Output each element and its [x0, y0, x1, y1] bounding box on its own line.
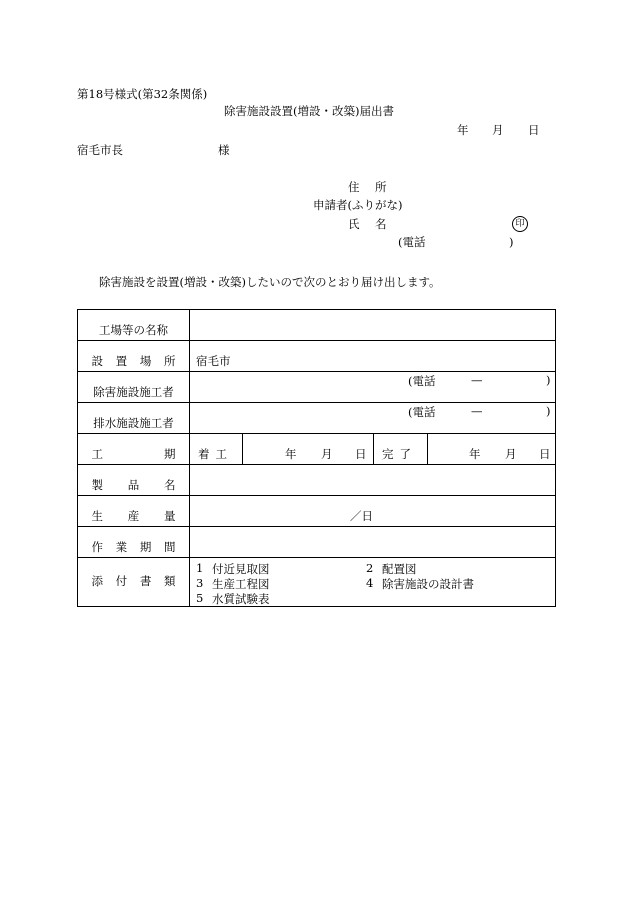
date-month: 月 — [492, 123, 504, 137]
row-attachments — [78, 558, 556, 607]
row-product — [78, 465, 556, 496]
form-number: 第18号様式(第32条関係) — [77, 87, 208, 101]
addressee-name: 宿毛市長 — [77, 143, 123, 157]
application-table — [77, 309, 556, 607]
field-product[interactable] — [190, 465, 556, 496]
label-work-period: 作業期間 — [78, 527, 190, 558]
attachment-1-num: 1 — [196, 561, 204, 575]
row-period — [78, 434, 556, 465]
attachment-4: 除害施設の設計書 — [382, 577, 474, 591]
start-label-cell — [190, 434, 243, 464]
start-label: 着工 — [198, 447, 233, 461]
end-label: 完了 — [382, 447, 417, 461]
label-product: 製品名 — [78, 465, 190, 496]
row-location — [78, 341, 556, 372]
form-title: 除害施設設置(増設・改築)届出書 — [224, 104, 394, 118]
date-day: 日 — [528, 123, 540, 137]
phone-open: (電話 — [408, 405, 436, 419]
end-year: 年 — [469, 447, 481, 461]
start-date-cell[interactable] — [243, 434, 374, 464]
attachment-5: 水質試験表 — [212, 592, 270, 606]
addressee-honorific: 様 — [218, 143, 230, 157]
field-period[interactable] — [190, 434, 556, 465]
applicant-phone-open: (電話 — [398, 235, 426, 249]
field-drainage-contractor[interactable] — [190, 403, 556, 434]
row-treatment-contractor — [78, 372, 556, 403]
row-factory-name — [78, 310, 556, 341]
statement-text: 除害施設を設置(増設・改築)したいので次のとおり届け出します。 — [99, 275, 441, 289]
field-factory-name[interactable] — [190, 310, 556, 341]
start-year: 年 — [285, 447, 297, 461]
attachment-4-num: 4 — [366, 576, 374, 590]
field-attachments — [190, 558, 556, 607]
row-production — [78, 496, 556, 527]
field-work-period[interactable] — [190, 527, 556, 558]
label-period: 工期 — [78, 434, 190, 465]
phone-close: ) — [546, 373, 551, 387]
label-drainage-contractor: 排水施設施工者 — [78, 403, 190, 434]
start-day: 日 — [355, 447, 367, 461]
applicant-label: 申請者(ふりがな) — [313, 198, 403, 212]
attachment-3: 生産工程図 — [212, 577, 270, 591]
applicant-name-label: 氏 名 — [348, 217, 389, 231]
attachment-2: 配置図 — [382, 562, 417, 576]
end-day: 日 — [539, 447, 551, 461]
end-label-cell — [374, 434, 428, 464]
label-factory-name: 工場等の名称 — [78, 310, 190, 341]
attachment-2-num: 2 — [366, 561, 374, 575]
applicant-address-label: 住 所 — [348, 180, 389, 194]
label-production: 生産量 — [78, 496, 190, 527]
row-work-period — [78, 527, 556, 558]
seal-icon: 印 — [512, 216, 528, 232]
phone-dash: — — [471, 373, 483, 387]
phone-close: ) — [546, 404, 551, 418]
label-location: 設置場所 — [78, 341, 190, 372]
phone-open: (電話 — [408, 374, 436, 388]
field-production[interactable]: ／日 — [190, 496, 556, 527]
attachment-5-num: 5 — [196, 591, 204, 605]
field-treatment-contractor[interactable] — [190, 372, 556, 403]
attachment-3-num: 3 — [196, 576, 204, 590]
row-drainage-contractor — [78, 403, 556, 434]
date-year: 年 — [457, 123, 469, 137]
label-treatment-contractor: 除害施設施工者 — [78, 372, 190, 403]
label-attachments: 添付書類 — [78, 558, 190, 607]
phone-dash: — — [471, 404, 483, 418]
applicant-phone-close: ) — [509, 235, 514, 249]
field-location[interactable]: 宿毛市 — [190, 341, 556, 372]
end-month: 月 — [505, 447, 517, 461]
attachment-1: 付近見取図 — [212, 562, 270, 576]
start-month: 月 — [321, 447, 333, 461]
end-date-cell[interactable] — [428, 434, 555, 464]
